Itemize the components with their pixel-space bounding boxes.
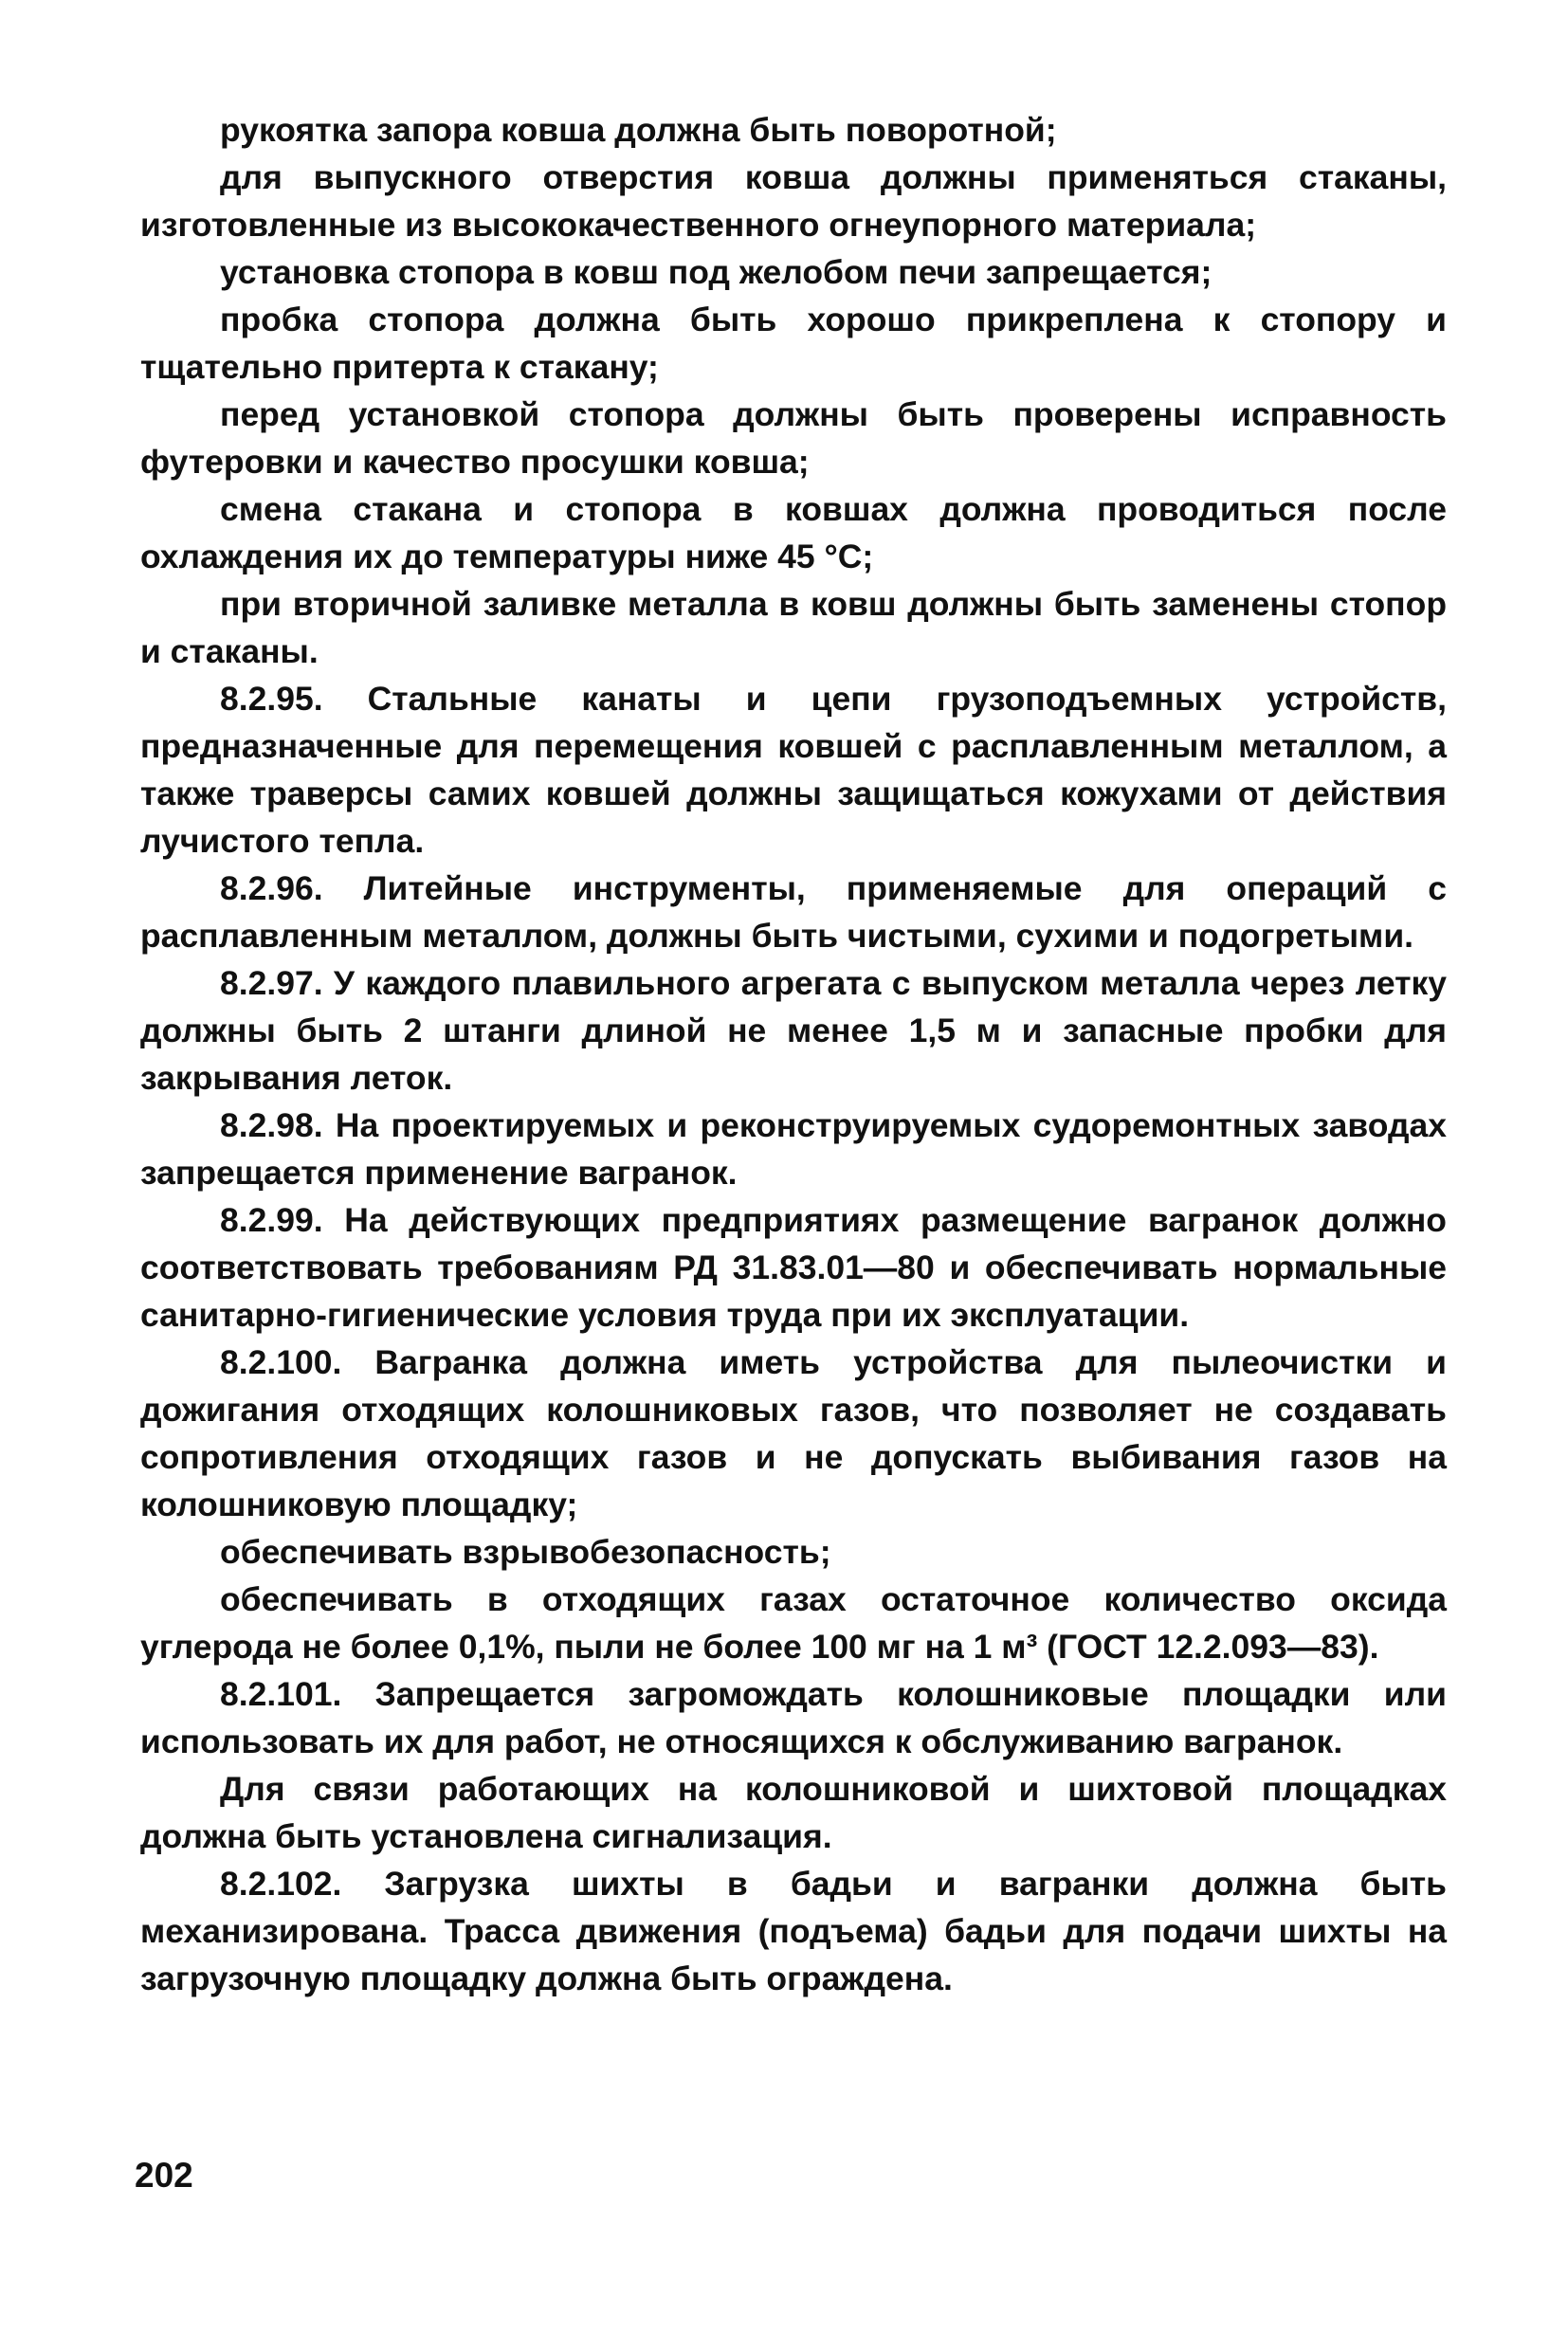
paragraph-8-2-98: 8.2.98. На проектируемых и реконструируемых судоремонтных заводах запрещается применение вагранок. — [140, 1106, 1447, 1192]
paragraph: перед установкой стопора должны быть проверены исправность футеровки и качество просушки ковша; — [140, 395, 1447, 481]
page-number: 202 — [135, 2156, 193, 2195]
paragraph: обеспечивать взрывобезопасность; — [220, 1533, 831, 1571]
paragraph: смена стакана и стопора в ковшах должна проводиться после охлаждения их до температуры ниже 45 °С; — [140, 490, 1447, 575]
paragraph-8-2-102: 8.2.102. Загрузка шихты в бадьи и вагранки должна быть механизирована. Трасса движения (подъема) бадьи для подачи шихты на загрузочную площадку должна быть ограждена. — [140, 1865, 1447, 1997]
paragraph-8-2-100: 8.2.100. Вагранка должна иметь устройства для пылеочистки и дожигания отходящих колошниковых газов, что позволяет не создавать сопротивления отходящих газов и не допускать выбивания газов на колошниковую площадку; — [140, 1343, 1447, 1523]
paragraph-8-2-101: 8.2.101. Запрещается загромождать колошниковые площадки или использовать их для работ, не относящихся к обслуживанию вагранок. — [140, 1675, 1447, 1760]
paragraph: при вторичной заливке металла в ковш должны быть заменены стопор и стаканы. — [140, 585, 1447, 670]
paragraph-8-2-96: 8.2.96. Литейные инструменты, применяемые для операций с расплавленным металлом, должны быть чистыми, сухими и подогретыми. — [140, 869, 1447, 955]
paragraph: для выпускного отверстия ковша должны применяться стаканы, изготовленные из высококачественного огнеупорного материала; — [140, 158, 1447, 244]
paragraph: рукоятка запора ковша должна быть поворотной; — [220, 111, 1057, 149]
paragraph: установка стопора в ковш под желобом печи запрещается; — [220, 253, 1212, 291]
paragraph: обеспечивать в отходящих газах остаточное количество оксида углерода не более 0,1%, пыли не более 100 мг на 1 м³ (ГОСТ 12.2.093—83). — [140, 1580, 1447, 1666]
paragraph-8-2-95: 8.2.95. Стальные канаты и цепи грузоподъемных устройств, предназначенные для перемещения ковшей с расплавленным металлом, а также траверсы самих ковшей должны защищаться кожухами от действия лучистого тепла. — [140, 680, 1447, 860]
paragraph-8-2-97: 8.2.97. У каждого плавильного агрегата с выпуском металла через летку должны быть 2 штанги длиной не менее 1,5 м и запасные пробки для закрывания леток. — [140, 964, 1447, 1097]
page-body — [140, 106, 1447, 2002]
paragraph-8-2-99: 8.2.99. На действующих предприятиях размещение вагранок должно соответствовать требованиям РД 31.83.01—80 и обеспечивать нормальные санитарно-гигиенические условия труда при их эксплуатации. — [140, 1201, 1447, 1334]
paragraph: Для связи работающих на колошниковой и шихтовой площадках должна быть установлена сигнализация. — [140, 1770, 1447, 1855]
paragraph: пробка стопора должна быть хорошо прикреплена к стопору и тщательно притерта к стакану; — [140, 301, 1447, 386]
